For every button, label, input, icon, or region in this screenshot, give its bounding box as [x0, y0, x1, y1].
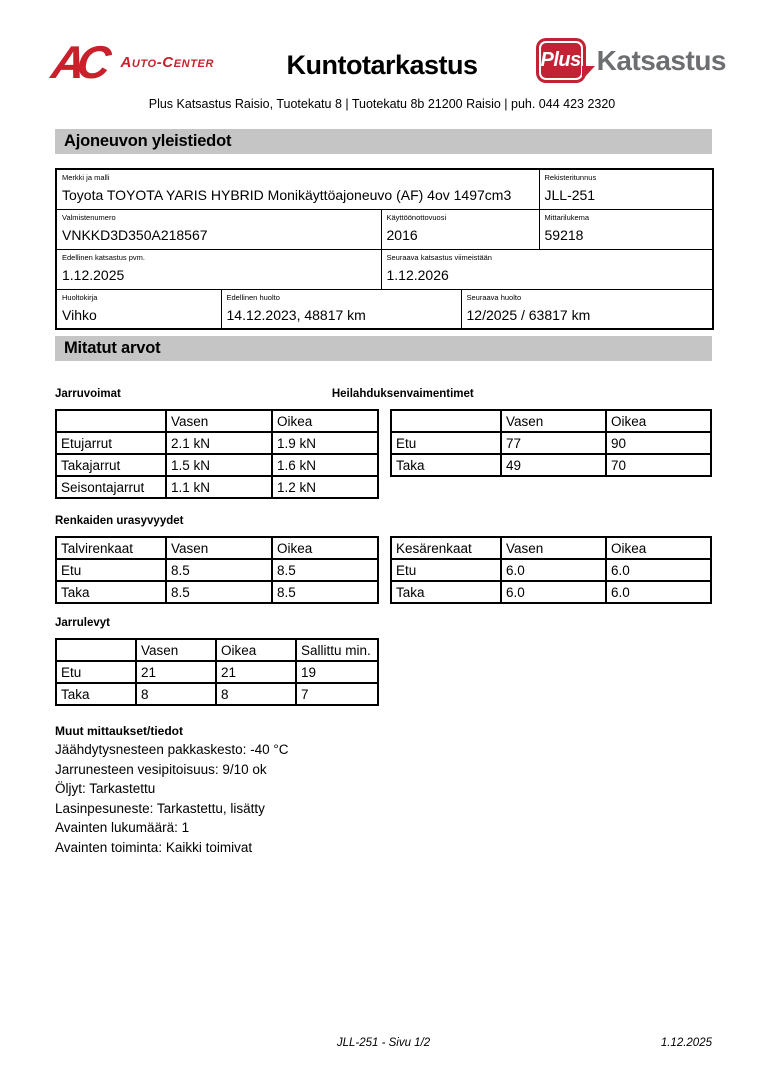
value-cell: 49	[501, 454, 606, 476]
field-value: 2016	[386, 226, 418, 243]
row-label: Etu	[56, 661, 136, 683]
field-label: Merkki ja malli	[62, 173, 110, 182]
muut-line-lasinpesuneste: Lasinpesuneste: Tarkastettu, lisätty	[55, 800, 265, 816]
muut-mittaukset-label: Muut mittaukset/tiedot	[55, 724, 183, 738]
field-value: 12/2025 / 63817 km	[466, 306, 591, 323]
header-cell: Oikea	[272, 537, 378, 559]
muut-line-oljyt: Öljyt: Tarkastettu	[55, 781, 156, 796]
muut-line-avainten-toiminta: Avainten toiminta: Kaikki toimivat	[55, 839, 253, 855]
value-cell: 8.5	[272, 559, 378, 581]
field-value: Vihko	[62, 306, 97, 323]
field-value: VNKKD3D350A218567	[62, 226, 208, 243]
header-cell: Oikea	[272, 410, 378, 432]
row-label: Etu	[56, 559, 166, 581]
header-cell: Oikea	[606, 537, 711, 559]
table-header-row	[56, 410, 378, 432]
field-edellinen-katsastus	[56, 249, 381, 289]
table-header-row	[56, 537, 378, 559]
field-label: Huoltokirja	[62, 292, 98, 302]
header-cell: Vasen	[136, 639, 216, 661]
header-cell: Vasen	[501, 537, 606, 559]
value-cell: 8.5	[272, 581, 378, 603]
field-merkki-ja-malli	[56, 169, 539, 209]
auto-center-wordmark: Auto-Center	[120, 54, 215, 72]
field-valmistenumero	[56, 209, 381, 249]
field-label: Valmistenumero	[62, 212, 116, 222]
header-cell: Talvirenkaat	[56, 537, 166, 559]
row-label: Seisontajarrut	[56, 476, 166, 498]
jarrulevyt-label: Jarrulevyt	[55, 617, 110, 629]
field-mittarilukema	[539, 209, 713, 249]
page-title: Kuntotarkastus	[286, 50, 478, 80]
value-cell: 6.0	[501, 559, 606, 581]
kesarenkaat-table	[390, 536, 712, 604]
table-header-row	[391, 537, 711, 559]
section-heading-general: Ajoneuvon yleistiedot	[55, 129, 712, 154]
table-row	[391, 432, 711, 454]
auto-center-monogram-icon: AC	[48, 36, 107, 88]
field-value: 1.12.2025	[62, 266, 125, 283]
table-row	[391, 559, 711, 581]
table-row	[56, 476, 378, 498]
plus-speech-bubble-icon	[536, 38, 586, 83]
section-heading-measured: Mitatut arvot	[55, 336, 712, 361]
field-value: 14.12.2023, 48817 km	[226, 306, 366, 323]
page-footer	[55, 1037, 712, 1051]
field-seuraava-katsastus	[381, 249, 713, 289]
value-cell: 6.0	[606, 581, 711, 603]
value-cell: 8	[136, 683, 216, 705]
footer-date: 1.12.2025	[660, 1037, 712, 1049]
table-row	[56, 661, 378, 683]
field-value: 59218	[544, 226, 584, 243]
field-label: Rekisteritunnus	[544, 173, 597, 182]
value-cell: 1.5 kN	[166, 454, 272, 476]
value-cell: 70	[606, 454, 711, 476]
plus-bubble-tail-icon	[582, 66, 595, 80]
value-cell: 2.1 kN	[166, 432, 272, 454]
field-label: Seuraava katsastus viimeistään	[386, 252, 492, 262]
value-cell: 19	[296, 661, 378, 683]
field-label: Edellinen katsastus pvm.	[62, 252, 145, 262]
report-header	[0, 0, 764, 129]
value-cell: 21	[136, 661, 216, 683]
jarruvoimat-table	[55, 409, 379, 499]
header-cell	[56, 410, 166, 432]
table-row	[56, 454, 378, 476]
vehicle-info-table	[55, 168, 714, 330]
header-cell: Oikea	[606, 410, 711, 432]
heilahduksenvaimentimet-table	[390, 409, 712, 477]
header-cell	[56, 639, 136, 661]
header-cell: Vasen	[166, 410, 272, 432]
field-label: Käyttöönottovuosi	[386, 212, 447, 222]
value-cell: 21	[216, 661, 296, 683]
row-label: Taka	[56, 581, 166, 603]
field-value: 1.12.2026	[386, 266, 449, 283]
field-value: Toyota TOYOTA YARIS HYBRID Monikäyttöajoneuvo (AF) 4ov 1497cm3	[62, 187, 512, 203]
value-cell: 77	[501, 432, 606, 454]
header-cell: Sallittu min.	[296, 639, 378, 661]
field-label: Edellinen huolto	[226, 292, 280, 302]
table-row	[56, 581, 378, 603]
row-label: Taka	[56, 683, 136, 705]
field-rekisteritunnus	[539, 169, 713, 209]
table-row	[56, 289, 713, 329]
table-row	[56, 169, 713, 209]
station-address: Plus Katsastus Raisio, Tuotekatu 8 | Tuotekatu 8b 21200 Raisio | puh. 044 423 2320	[148, 97, 616, 111]
footer-page-indicator: JLL-251 - Sivu 1/2	[336, 1037, 431, 1049]
table-header-row	[56, 639, 378, 661]
renkaiden-urasyvyydet-label: Renkaiden urasyvyydet	[55, 515, 184, 527]
jarrulevyt-table	[55, 638, 379, 706]
table-row	[56, 432, 378, 454]
value-cell: 6.0	[501, 581, 606, 603]
field-edellinen-huolto	[221, 289, 461, 329]
value-cell: 8.5	[166, 581, 272, 603]
jarruvoimat-label: Jarruvoimat	[55, 388, 121, 400]
muut-line-pakkaskesto: Jäähdytysnesteen pakkaskesto: -40 °C	[55, 742, 289, 757]
muut-mittaukset-list	[55, 740, 712, 857]
value-cell: 8.5	[166, 559, 272, 581]
header-cell	[391, 410, 501, 432]
table-row	[56, 249, 713, 289]
table-row	[56, 559, 378, 581]
heilahduksenvaimentimet-label: Heilahduksenvaimentimet	[331, 388, 474, 400]
row-label: Taka	[391, 581, 501, 603]
field-label: Mittarilukema	[544, 212, 590, 222]
table-header-row	[391, 410, 711, 432]
muut-line-vesipitoisuus: Jarrunesteen vesipitoisuus: 9/10 ok	[55, 761, 267, 777]
table-row	[391, 581, 711, 603]
field-huoltokirja	[56, 289, 221, 329]
measure-labels-row	[55, 388, 712, 400]
header-cell: Kesärenkaat	[391, 537, 501, 559]
brake-shock-tables-row	[55, 400, 712, 499]
talvirenkaat-table	[55, 536, 379, 604]
plus-katsastus-logo	[536, 38, 726, 83]
header-cell: Vasen	[166, 537, 272, 559]
muut-line-avainten-lukumaara: Avainten lukumäärä: 1	[55, 820, 190, 835]
value-cell: 8	[216, 683, 296, 705]
plus-bubble-label: Plus	[540, 49, 581, 71]
row-label: Takajarrut	[56, 454, 166, 476]
table-row	[391, 454, 711, 476]
row-label: Etu	[391, 432, 501, 454]
katsastus-wordmark: Katsastus	[596, 44, 726, 76]
table-row	[56, 209, 713, 249]
field-kayttoonottovuosi	[381, 209, 539, 249]
report-body	[0, 129, 764, 857]
table-row	[56, 683, 378, 705]
header-cell: Vasen	[501, 410, 606, 432]
value-cell: 6.0	[606, 559, 711, 581]
value-cell: 7	[296, 683, 378, 705]
value-cell: 1.6 kN	[272, 454, 378, 476]
value-cell: 90	[606, 432, 711, 454]
field-label: Seuraava huolto	[466, 292, 522, 302]
value-cell: 1.9 kN	[272, 432, 378, 454]
field-seuraava-huolto	[461, 289, 713, 329]
tire-tables-row	[55, 527, 712, 604]
row-label: Taka	[391, 454, 501, 476]
value-cell: 1.1 kN	[166, 476, 272, 498]
field-value: JLL-251	[544, 187, 596, 203]
row-label: Etujarrut	[56, 432, 166, 454]
value-cell: 1.2 kN	[272, 476, 378, 498]
header-cell: Oikea	[216, 639, 296, 661]
row-label: Etu	[391, 559, 501, 581]
